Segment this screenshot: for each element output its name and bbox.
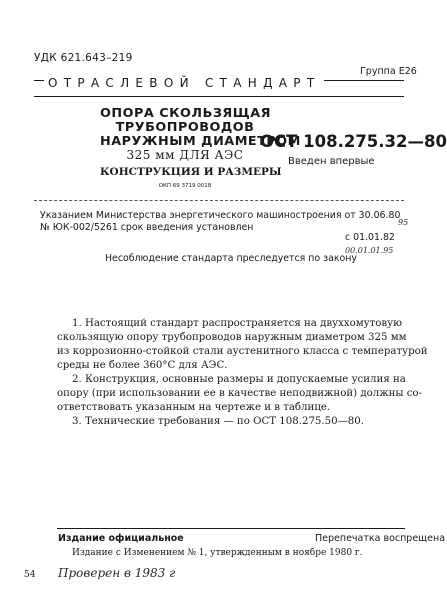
- paragraph-3: 3. Технические требования — по ОСТ 108.275.50—80.: [72, 416, 364, 427]
- group-code: Группа Е26: [360, 66, 417, 77]
- paragraph-2-line-2: опору (при использовании ее в качестве неподвижной) должны со-: [57, 388, 422, 399]
- dashed-separator: [34, 200, 404, 201]
- paragraph-1-line-2: скользящую опору трубопроводов наружным диаметром 325 мм: [57, 332, 407, 343]
- title-line-3: НАРУЖНЫМ ДИАМЕТРОМ: [100, 134, 301, 149]
- page-number: 54: [24, 570, 36, 580]
- paragraph-2-line-3: ответствовать указанным на чертеже и в таблице.: [57, 402, 331, 413]
- effective-date: с 01.01.82: [345, 232, 395, 243]
- paragraph-1-line-1: 1. Настоящий стандарт распространяется на двуххомутовую: [72, 318, 403, 329]
- legal-notice: Несоблюдение стандарта преследуется по закону: [105, 253, 357, 264]
- handwritten-note-2: 00.01.01.95: [345, 246, 394, 255]
- okp-code: ОКП 69 3719 0018: [158, 183, 212, 189]
- title-line-4: 325 мм ДЛЯ АЭС: [126, 148, 244, 162]
- title-line-2: ТРУБОПРОВОДОВ: [115, 120, 255, 135]
- standard-intro: Введен впервые: [288, 156, 375, 167]
- paragraph-1-line-3: из коррозионно-стойкой стали аустенитного класса с температурой: [57, 346, 428, 357]
- title-subtitle: КОНСТРУКЦИЯ И РАЗМЕРЫ: [100, 166, 282, 178]
- standard-code: ОСТ 108.275.32—80: [260, 132, 447, 151]
- udk-code: УДК 621.643–219: [34, 52, 133, 64]
- footer-rule: [57, 528, 405, 529]
- standard-banner: ОТРАСЛЕВОЙ СТАНДАРТ: [44, 76, 324, 90]
- official-edition-label: Издание официальное: [58, 533, 184, 544]
- decree-line-2: № ЮК-002/5261 срок введения установлен: [40, 222, 254, 233]
- handwritten-note-1: 95: [398, 218, 409, 227]
- decree-line-1: Указанием Министерства энергетического машиностроения от 30.06.80: [40, 210, 401, 221]
- paragraph-2-line-1: 2. Конструкция, основные размеры и допускаемые усилия на: [72, 374, 406, 385]
- title-line-1: ОПОРА СКОЛЬЗЯЩАЯ: [100, 106, 271, 121]
- reprint-notice: Перепечатка воспрещена: [315, 533, 446, 544]
- header-rule-bottom: [34, 96, 404, 97]
- handwritten-check-note: Проверен в 1983 г: [58, 566, 176, 580]
- edition-note: Издание с Изменением № 1, утвержденным в ноябре 1980 г.: [72, 548, 363, 558]
- paragraph-1-line-4: среды не более 360°С для АЭС.: [57, 360, 228, 371]
